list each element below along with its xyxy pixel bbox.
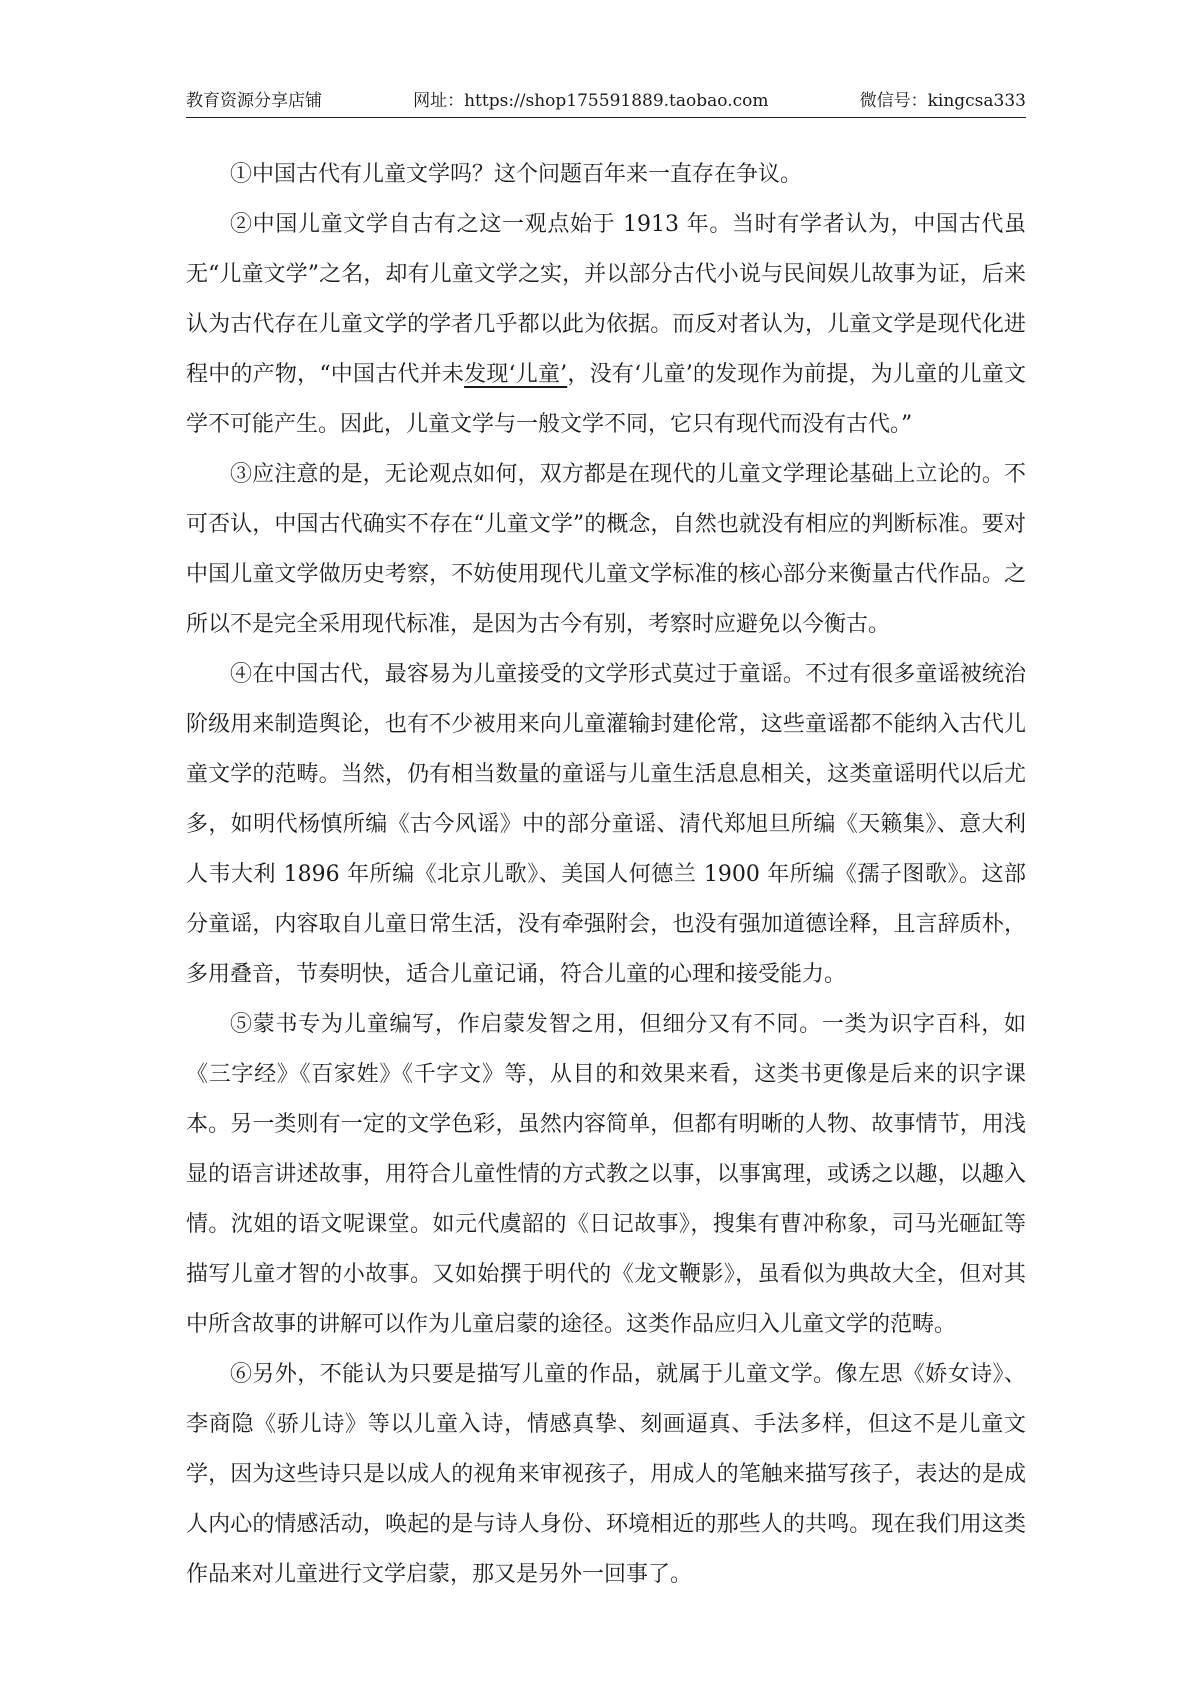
- article-body: [186, 150, 1026, 1600]
- header-url: 网址：https://shop175591889.taobao.com: [413, 91, 769, 111]
- paragraph-3: ③应注意的是，无论观点如何，双方都是在现代的儿童文学理论基础上立论的。不可否认，中国古代确实不存在“儿童文学”的概念，自然也就没有相应的判断标准。要对中国儿童文学做历史考察，不妨使用现代儿童文学标准的核心部分来衡量古代作品。之所以不是完全采用现代标准，是因为古今有别，考察时应避免以今衡古。: [186, 462, 1026, 637]
- paragraph-2: [186, 200, 1026, 450]
- paragraph-1: ①中国古代有儿童文学吗？这个问题百年来一直存在争议。: [230, 162, 803, 187]
- paragraph-5: ⑤蒙书专为儿童编写，作启蒙发智之用，但细分又有不同。一类为识字百科，如《三字经》《百家姓》《千字文》等，从目的和效果来看，这类书更像是后来的识字课本。另一类则有一定的文学色彩，虽然内容简单，但都有明晰的人物、故事情节，用浅显的语言讲述故事，用符合儿童性情的方式教之以事，以事寓理，或诱之以趣，以趣入情。沈姐的语文呢课堂。如元代虞韶的《日记故事》，搜集有曹冲称象，司马光砸缸等描写儿童才智的小故事。又如始撰于明代的《龙文鞭影》，虽看似为典故大全，但对其中所含故事的讲解可以作为儿童启蒙的途径。这类作品应归入儿童文学的范畴。: [186, 1012, 1026, 1337]
- header-shop-name: 教育资源分享店铺: [186, 91, 322, 111]
- paragraph-4: ④在中国古代，最容易为儿童接受的文学形式莫过于童谣。不过有很多童谣被统治阶级用来制造舆论，也有不少被用来向儿童灌输封建伦常，这些童谣都不能纳入古代儿童文学的范畴。当然，仍有相当数量的童谣与儿童生活息息相关，这类童谣明代以后尤多，如明代杨慎所编《古今风谣》中的部分童谣、清代郑旭旦所编《天籁集》、意大利人韦大利 1896 年所编《北京儿歌》、美国人何德兰 1900 年所编《孺子图歌》。这部分童谣，内容取自儿童日常生活，没有牵强附会，也没有强加道德诠释，且言辞质朴，多用叠音，节奏明快，适合儿童记诵，符合儿童的心理和接受能力。: [186, 662, 1026, 987]
- header-wechat: 微信号：kingcsa333: [859, 91, 1026, 111]
- paragraph-2-after: ，没有‘儿童’的发现作为前提，为儿童的儿童文学不可能产生。因此，儿童文学与一般文学不同，它只有现代而没有古代。”: [186, 362, 1026, 437]
- page-header: [186, 82, 1026, 118]
- underlined-phrase: 发现‘儿童’: [464, 362, 568, 387]
- paragraph-6: ⑥另外，不能认为只要是描写儿童的作品，就属于儿童文学。像左思《娇女诗》、李商隐《骄儿诗》等以儿童入诗，情感真挚、刻画逼真、手法多样，但这不是儿童文学，因为这些诗只是以成人的视角来审视孩子，用成人的笔触来描写孩子，表达的是成人内心的情感活动，唤起的是与诗人身份、环境相近的那些人的共鸣。现在我们用这类作品来对儿童进行文学启蒙，那又是另外一回事了。: [186, 1362, 1026, 1587]
- paragraph-2-before: ②中国儿童文学自古有之这一观点始于 1913 年。当时有学者认为，中国古代虽无“儿童文学”之名，却有儿童文学之实，并以部分古代小说与民间娱儿故事为证，后来认为古代存在儿童文学的学者几乎都以此为依据。而反对者认为，儿童文学是现代化进程中的产物，“中国古代并未: [186, 212, 1026, 387]
